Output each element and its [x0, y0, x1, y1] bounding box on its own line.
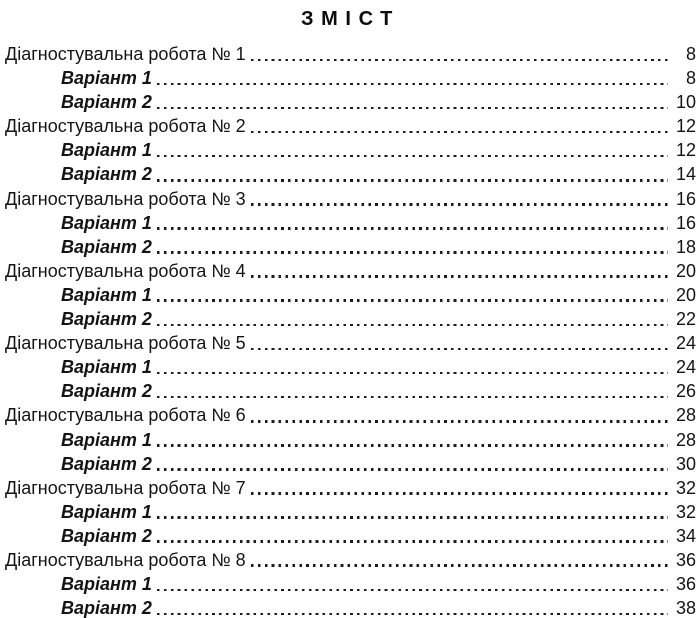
toc-list: [5, 42, 696, 618]
toc-entry: [5, 66, 696, 90]
toc-entry-page: 32: [675, 501, 696, 522]
toc-entry-label: Діагностувальна робота № 5: [5, 333, 246, 354]
dot-leader: [251, 203, 668, 206]
dot-leader: [157, 251, 668, 254]
toc-entry-label: Варіант 2: [61, 309, 152, 330]
toc-entry-page: 36: [675, 574, 696, 595]
toc-entry: [5, 452, 696, 476]
toc-entry: [5, 114, 696, 138]
toc-entry-label: Варіант 1: [61, 68, 152, 89]
toc-entry-label: Діагностувальна робота № 1: [5, 44, 246, 64]
toc-entry-page: 30: [675, 453, 696, 474]
toc-entry-page: 34: [675, 525, 696, 546]
toc-entry-page: 12: [675, 116, 696, 137]
toc-entry-label: Варіант 1: [61, 284, 152, 305]
toc-entry-page: 18: [675, 236, 696, 257]
dot-leader: [157, 589, 668, 592]
toc-entry: [5, 572, 696, 596]
dot-leader: [157, 107, 668, 110]
toc-entry-page: 28: [675, 405, 696, 426]
toc-entry: [5, 355, 696, 379]
toc-entry-page: 8: [685, 68, 696, 89]
toc-entry-label: Діагностувальна робота № 8: [5, 549, 246, 570]
toc-entry-page: 32: [675, 477, 696, 498]
toc-entry-label: Варіант 1: [61, 574, 152, 595]
toc-entry-page: 20: [675, 260, 696, 281]
dot-leader: [157, 468, 668, 471]
toc-entry-page: 26: [675, 381, 696, 402]
toc-entry: [5, 235, 696, 259]
dot-leader: [157, 516, 668, 519]
toc-entry-page: 16: [675, 212, 696, 233]
toc-entry-label: Діагностувальна робота № 6: [5, 405, 246, 426]
page-title: ЗМІСТ: [301, 8, 400, 30]
dot-leader: [251, 420, 668, 423]
dot-leader: [251, 492, 668, 495]
toc-entry: [5, 548, 696, 572]
toc-entry-label: Діагностувальна робота № 2: [5, 116, 246, 137]
toc-entry: [5, 307, 696, 331]
toc-entry-page: 38: [675, 598, 696, 618]
dot-leader: [157, 613, 668, 616]
toc-entry-page: 28: [675, 429, 696, 450]
toc-entry-page: 20: [675, 284, 696, 305]
toc-entry-label: Варіант 2: [61, 381, 152, 402]
toc-entry-label: Варіант 2: [61, 598, 152, 618]
toc-entry: [5, 476, 696, 500]
toc-entry: [5, 403, 696, 427]
toc-entry: [5, 379, 696, 403]
toc-entry-label: Варіант 1: [61, 212, 152, 233]
dot-leader: [157, 372, 668, 375]
dot-leader: [157, 324, 668, 327]
toc-entry-label: Варіант 2: [61, 92, 152, 113]
toc-entry-label: Варіант 2: [61, 236, 152, 257]
toc-entry: [5, 211, 696, 235]
dot-leader: [251, 564, 668, 567]
dot-leader: [157, 540, 668, 543]
toc-entry-page: 24: [675, 333, 696, 354]
toc-entry-label: Варіант 1: [61, 140, 152, 161]
toc-entry-page: 14: [675, 164, 696, 185]
toc-entry-label: Варіант 1: [61, 501, 152, 522]
toc-entry: [5, 42, 696, 66]
toc-entry-label: Діагностувальна робота № 7: [5, 477, 246, 498]
dot-leader: [251, 131, 668, 134]
toc-entry-label: Варіант 2: [61, 164, 152, 185]
dot-leader: [157, 155, 668, 158]
toc-entry: [5, 187, 696, 211]
dot-leader: [157, 396, 668, 399]
toc-entry: [5, 596, 696, 618]
toc-entry-label: Варіант 1: [61, 429, 152, 450]
toc-entry: [5, 90, 696, 114]
toc-entry: [5, 283, 696, 307]
dot-leader: [251, 348, 668, 351]
dot-leader: [157, 227, 668, 230]
toc-entry-label: Діагностувальна робота № 4: [5, 260, 246, 281]
toc-entry: [5, 428, 696, 452]
dot-leader: [251, 275, 668, 278]
dot-leader: [157, 179, 668, 182]
dot-leader: [251, 59, 668, 62]
toc-entry-label: Варіант 1: [61, 357, 152, 378]
toc-entry: [5, 500, 696, 524]
toc-entry-page: 16: [675, 188, 696, 209]
dot-leader: [157, 299, 668, 302]
toc-entry-page: 10: [675, 92, 696, 113]
toc-entry: [5, 138, 696, 162]
toc-entry-label: Діагностувальна робота № 3: [5, 188, 246, 209]
toc-entry: [5, 524, 696, 548]
toc-entry-page: 24: [675, 357, 696, 378]
toc-entry-page: 36: [675, 549, 696, 570]
dot-leader: [157, 444, 668, 447]
toc-entry: [5, 162, 696, 186]
toc-entry-page: 12: [675, 140, 696, 161]
toc-entry-label: Варіант 2: [61, 453, 152, 474]
toc-entry: [5, 259, 696, 283]
toc-entry-page: 22: [675, 309, 696, 330]
toc-entry: [5, 331, 696, 355]
dot-leader: [157, 83, 668, 86]
toc-entry-label: Варіант 2: [61, 525, 152, 546]
toc-entry-page: 8: [685, 44, 696, 64]
